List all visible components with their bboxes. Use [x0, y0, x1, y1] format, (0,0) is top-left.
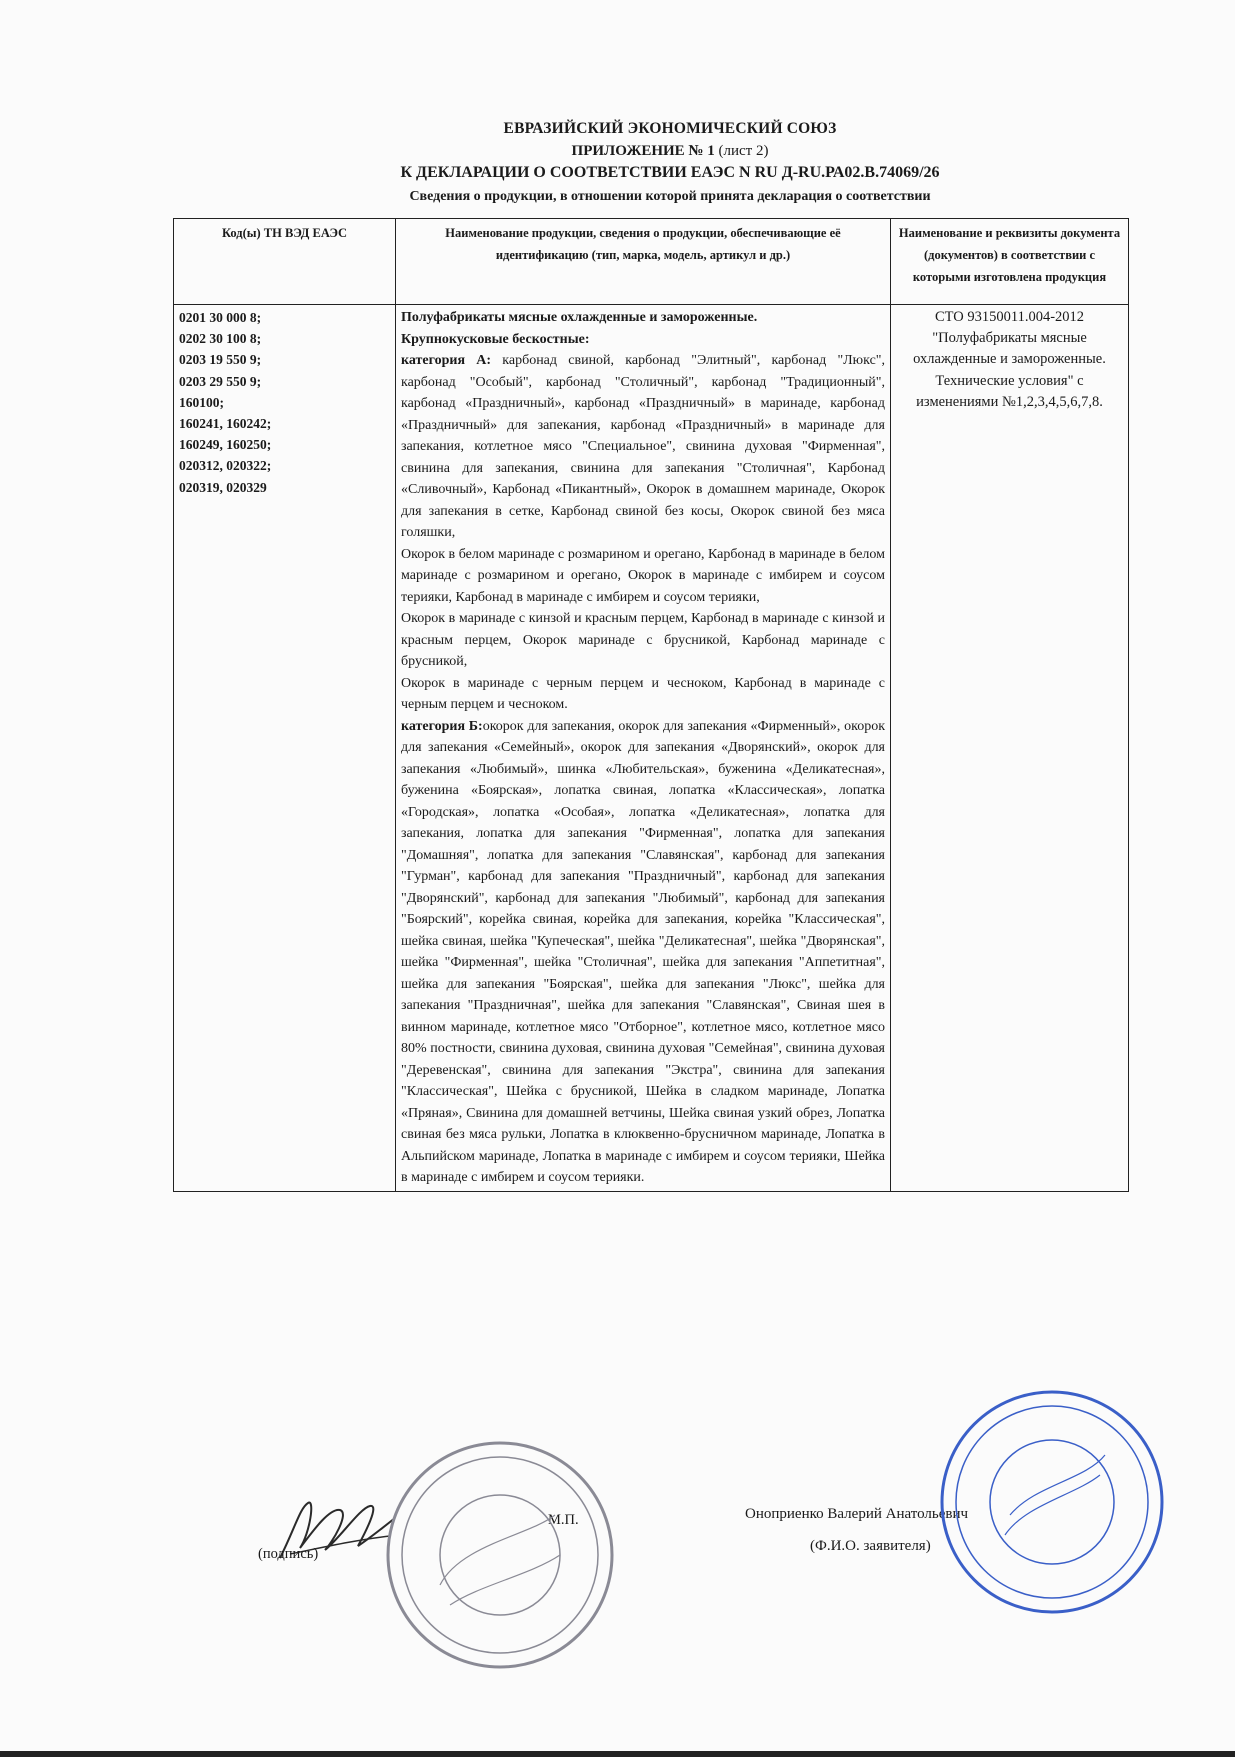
- code-item: 020319, 020329: [179, 479, 267, 495]
- product-title: Полуфабрикаты мясные охлажденные и замороженные.: [401, 310, 758, 325]
- document-header: [300, 118, 1040, 208]
- product-subtitle: Крупнокусковые бескостные:: [401, 331, 590, 347]
- certification-stamp: [935, 1385, 1170, 1620]
- header-declaration: К ДЕКЛАРАЦИИ О СООТВЕТСТВИИ ЕАЭС N RU Д-RU.РА02.В.74069/26: [400, 164, 940, 181]
- header-product: Наименование продукции, сведения о продукции, обеспечивающие её идентификацию (тип, марка, модель, артикул и др.): [396, 219, 891, 305]
- category-a-text: карбонад свиной, карбонад "Элитный", карбонад "Люкс", карбонад "Особый", карбонад "Столичный", карбонад "Традиционный", карбонад «Праздничный», карбонад «Праздничный» в маринаде, карбонад «Праздничный» для запекания, карбонад «Праздничный» в маринаде для запекания, котлетное мясо "Специальное", свинина духовая "Фирменная", свинина для запекания, свинина для запекания "Столичная", Карбонад «Сливочный», Карбонад «Пикантный», Окорок в домашнем маринаде, Окорок для запекания в сетке, Карбонад свиной без косы, Окорок свиной без мяса голяшки,: [401, 353, 886, 540]
- signature-label: (подпись): [258, 1546, 319, 1562]
- code-item: 0203 29 550 9;: [179, 373, 262, 389]
- code-item: 0202 30 100 8;: [179, 331, 262, 347]
- header-info: Сведения о продукции, в отношении которой принята декларация о соответствии: [409, 189, 931, 204]
- code-item: 160241, 160242;: [179, 416, 272, 432]
- header-appendix-line: [300, 140, 1040, 162]
- code-item: 160100;: [179, 394, 224, 410]
- applicant-name-label: (Ф.И.О. заявителя): [810, 1538, 931, 1554]
- signature-area: [0, 1470, 1235, 1710]
- category-b-text: окорок для запекания, окорок для запекания «Фирменный», окорок для запекания «Семейный», окорок для запекания «Дворянский», окорок для запекания «Любимый», шинка «Любительская», буженина «Деликатесная», буженина «Боярская», лопатка свиная, лопатка «Классическая», лопатка «Городская», лопатка «Особая», лопатка «Деликатесная», лопатка для запекания, лопатка для запекания "Фирменная", лопатка для запекания "Домашняя", лопатка для запекания "Славянская", карбонад для запекания "Гурман", карбонад для запекания "Праздничный", карбонад для запекания "Дворянский", карбонад для запекания "Любимый", карбонад для запекания "Боярский", корейка свиная, корейка для запекания, корейка "Классическая", шейка свиная, шейка "Купеческая", шейка "Деликатесная", шейка "Дворянская", шейка "Фирменная", шейка "Столичная", шейка для запекания "Аппетитная", шейка для запекания "Боярская", шейка для запекания "Люкс", шейка для запекания "Праздничная", шейка для запекания "Славянская", Свиная шея в винном маринаде, котлетное мясо "Отборное", котлетное мясо, котлетное мясо 80% постности, свинина духовая, свинина духовая "Семейная", свинина духовая "Деревенская", свинина для запекания "Экстра", свинина для запекания "Классическая", Шейка с брусникой, Шейка в сладком маринаде, Лопатка «Пряная», Свинина для домашней ветчины, Шейка свиная узкий обрез, Лопатка свиная без мяса рульки, Лопатка в клюквенно-брусничном маринаде, Лопатка в Альпийском маринаде, Лопатка в маринаде с имбирем и соусом терияки, Шейка в маринаде с имбирем и соусом терияки.: [401, 718, 885, 1185]
- code-item: 160249, 160250;: [179, 437, 272, 453]
- code-item: 020312, 020322;: [179, 458, 272, 474]
- code-item: 0203 19 550 9;: [179, 352, 262, 368]
- header-sheet: (лист 2): [714, 143, 769, 159]
- table-header-row: [174, 219, 1129, 305]
- company-seal-stamp: [380, 1435, 620, 1675]
- header-union: ЕВРАЗИЙСКИЙ ЭКОНОМИЧЕСКИЙ СОЮЗ: [503, 120, 837, 137]
- seal-place-label: М.П.: [548, 1512, 579, 1528]
- header-codes: Код(ы) ТН ВЭД ЕАЭС: [174, 219, 396, 305]
- category-a-line: Окорок в белом маринаде с розмарином и орегано, Карбонад в маринаде в белом маринаде с розмарином и орегано, Окорок в маринаде с имбирем и соусом терияки, Карбонад в маринаде с имбирем и соусом терияки,: [401, 546, 885, 605]
- header-document: Наименование и реквизиты документа (документов) в соответствии с которыми изготовлена продукция: [891, 219, 1129, 305]
- table-row: [174, 305, 1129, 1192]
- applicant-name: Оноприенко Валерий Анатольевич: [745, 1506, 969, 1522]
- codes-cell: [174, 305, 396, 1192]
- category-a-line: Окорок в маринаде с кинзой и красным перцем, Карбонад в маринаде с кинзой и красным перцем, Окорок маринаде с брусникой, Карбонад маринаде с брусникой,: [401, 611, 885, 669]
- category-a-label: категория А:: [401, 353, 492, 368]
- header-appendix: ПРИЛОЖЕНИЕ № 1: [571, 143, 715, 159]
- category-b-label: категория Б:: [401, 718, 483, 734]
- document-cell: СТО 93150011.004-2012 "Полуфабрикаты мясные охлажденные и замороженные. Технические условия" с изменениями №1,2,3,4,5,6,7,8.: [891, 305, 1129, 1192]
- product-cell: [396, 305, 891, 1192]
- code-item: 0201 30 000 8;: [179, 310, 262, 325]
- scan-bottom-edge: [0, 1751, 1235, 1757]
- product-table: [173, 218, 1129, 1192]
- category-a-line: Окорок в маринаде с черным перцем и чесноком, Карбонад в маринаде с черным перцем и чесноком.: [401, 675, 885, 712]
- category-a: [401, 350, 885, 544]
- category-b: [401, 716, 885, 1189]
